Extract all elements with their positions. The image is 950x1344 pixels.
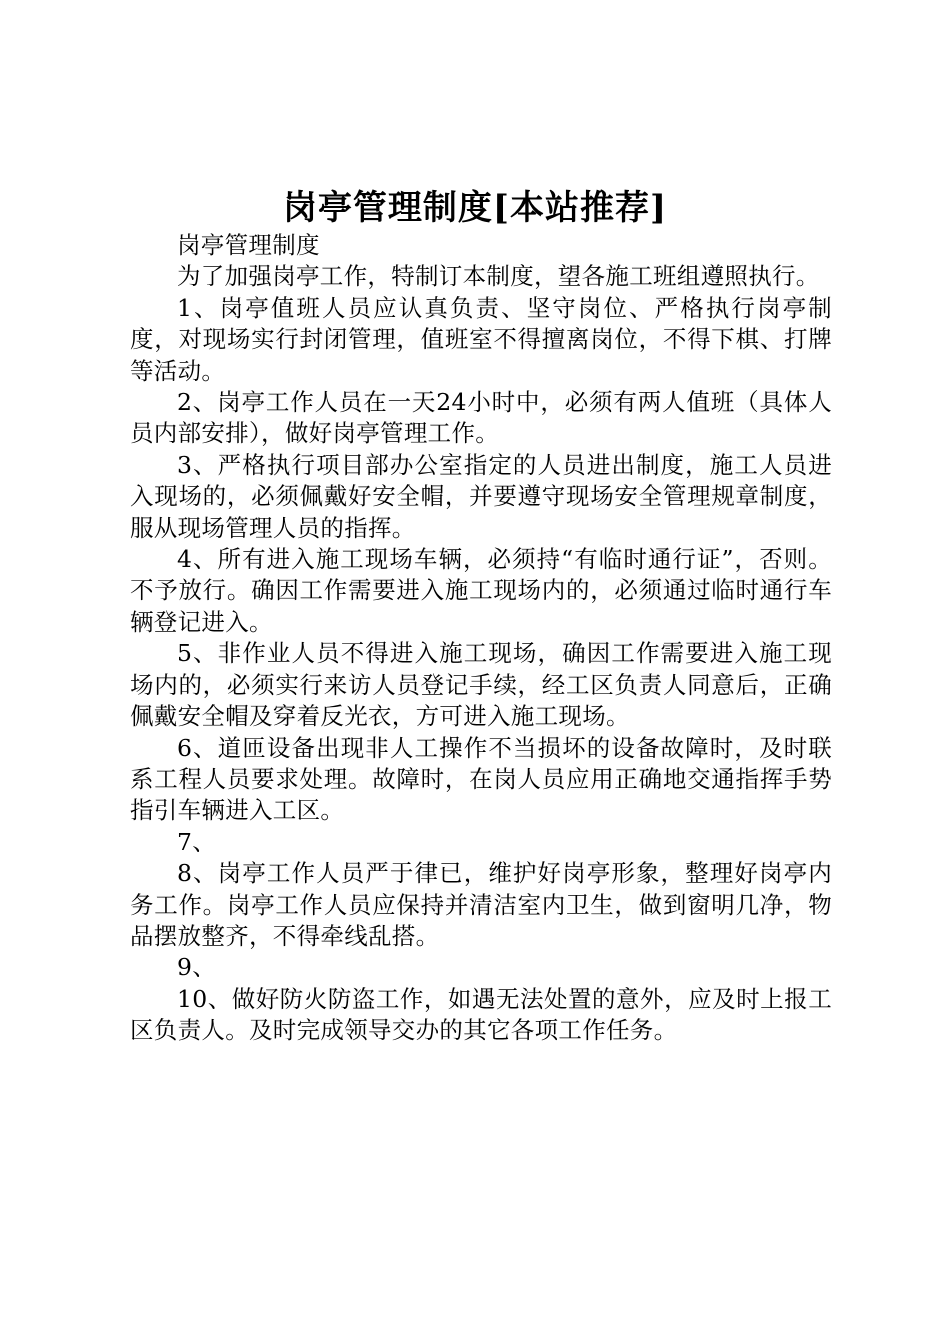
- paragraph-rule-6: 6、道匝设备出现非人工操作不当损坏的设备故障时，及时联系工程人员要求处理。故障时，在岗人员应用正确地交通指挥手势指引车辆进入工区。: [130, 733, 832, 825]
- paragraph-rule-10: 10、做好防火防盗工作，如遇无法处置的意外，应及时上报工区负责人。及时完成领导交办的其它各项工作任务。: [130, 984, 832, 1045]
- document-body: [130, 230, 832, 1047]
- paragraph-rule-7: 7、: [177, 827, 217, 856]
- paragraph-rule-1: 1、岗亭值班人员应认真负责、坚守岗位、严格执行岗亭制度，对现场实行封闭管理，值班室不得擅离岗位，不得下棋、打牌等活动。: [130, 293, 832, 385]
- paragraph-heading: 岗亭管理制度: [177, 231, 320, 259]
- document-title: 岗亭管理制度[本站推荐]: [282, 188, 668, 228]
- paragraph-intro: 为了加强岗亭工作，特制订本制度，望各施工班组遵照执行。: [177, 262, 820, 291]
- paragraph-rule-5: 5、非作业人员不得进入施工现场，确因工作需要进入施工现场内的，必须实行来访人员登记手续，经工区负责人同意后，正确佩戴安全帽及穿着反光衣，方可进入施工现场。: [130, 639, 832, 731]
- paragraph-rule-3: 3、严格执行项目部办公室指定的人员进出制度，施工人员进入现场的，必须佩戴好安全帽，并要遵守现场安全管理规章制度，服从现场管理人员的指挥。: [130, 450, 832, 542]
- paragraph-rule-8: 8、岗亭工作人员严于律已，维护好岗亭形象，整理好岗亭内务工作。岗亭工作人员应保持并清洁室内卫生，做到窗明几净，物品摆放整齐，不得牵线乱搭。: [130, 859, 832, 950]
- paragraph-rule-2: 2、岗亭工作人员在一天24小时中，必须有两人值班（具体人员内部安排），做好岗亭管理工作。: [130, 388, 832, 448]
- paragraph-rule-4: 4、所有进入施工现场车辆，必须持“有临时通行证”，否则。不予放行。确因工作需要进入施工现场内的，必须通过临时通行车辆登记进入。: [130, 545, 832, 636]
- paragraph-rule-9: 9、: [177, 953, 217, 982]
